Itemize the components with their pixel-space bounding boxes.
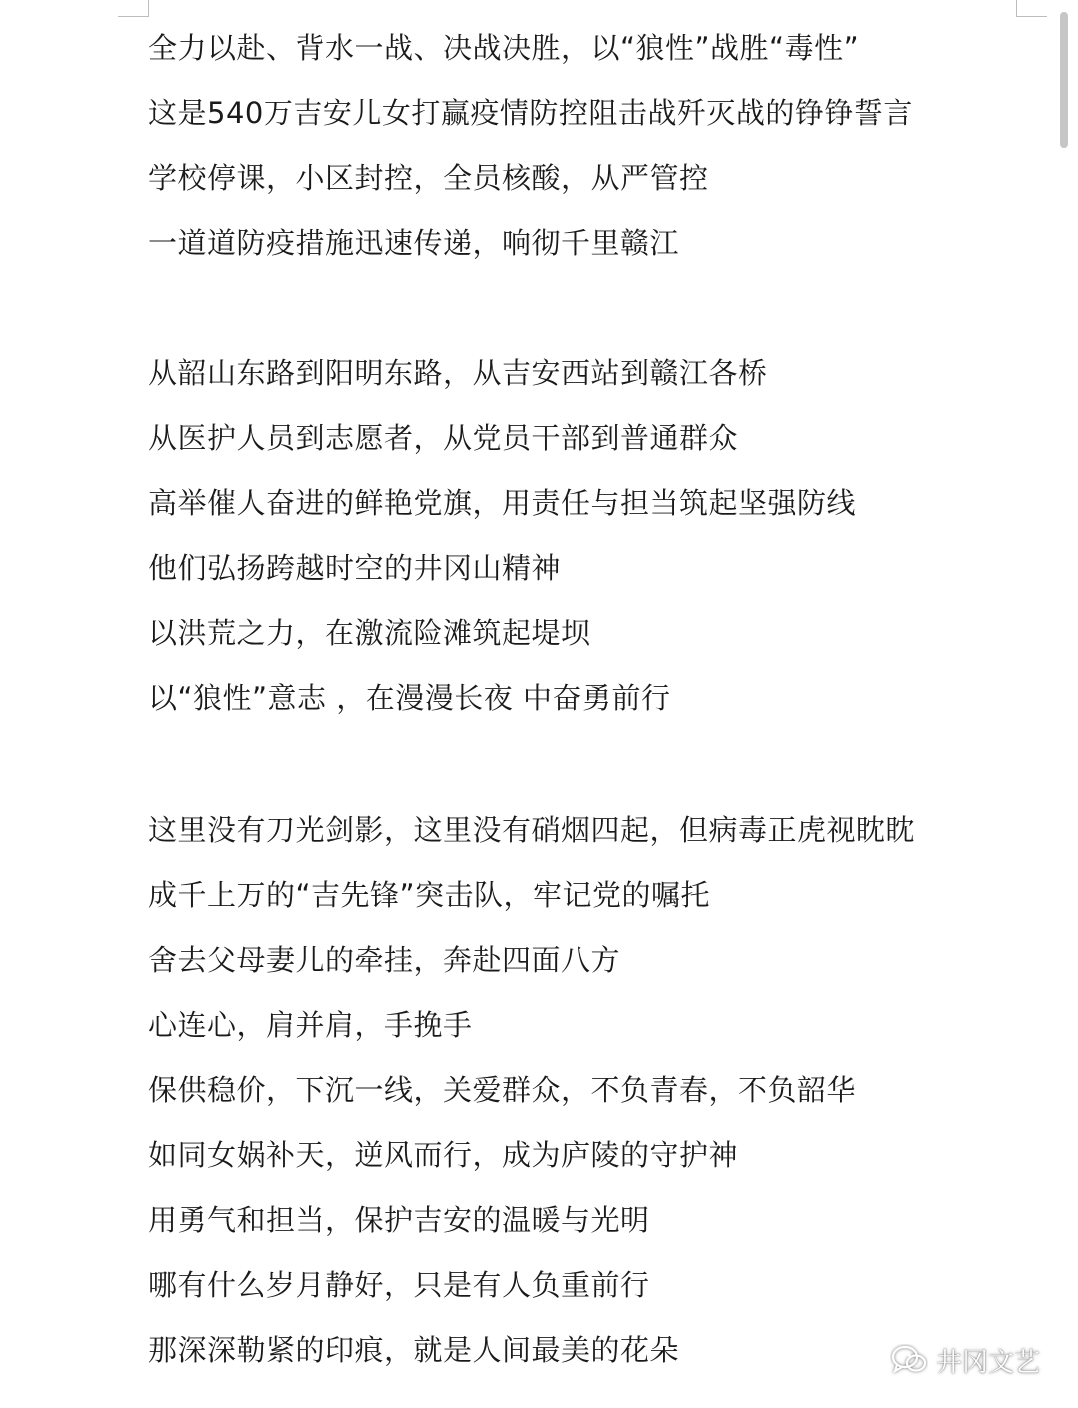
text-line: 如同女娲补天，逆风而行，成为庐陵的守护神 xyxy=(148,1138,739,1172)
text-line: 成千上万的“吉先锋”突击队，牢记党的嘱托 xyxy=(148,878,711,912)
text-line: 哪有什么岁月静好，只是有人负重前行 xyxy=(148,1268,650,1302)
text-line: 学校停课，小区封控，全员核酸，从严管控 xyxy=(148,161,709,195)
text-line: 保供稳价，下沉一线，关爱群众，不负青春，不负韶华 xyxy=(148,1073,857,1107)
text-line: 高举催人奋进的鲜艳党旗，用责任与担当筑起坚强防线 xyxy=(148,486,857,520)
text-line: 以“狼性”意志 ，在漫漫长夜 中奋勇前行 xyxy=(148,681,671,715)
text-line: 那深深勒紧的印痕，就是人间最美的花朵 xyxy=(148,1333,680,1367)
scrollbar-thumb[interactable] xyxy=(1060,12,1068,148)
margin-corner-right xyxy=(1016,0,1047,17)
text-line: 这是540万吉安儿女打赢疫情防控阻击战歼灭战的铮铮誓言 xyxy=(148,96,913,130)
margin-corner-left xyxy=(118,0,149,17)
text-line: 舍去父母妻儿的牵挂，奔赴四面八方 xyxy=(148,943,621,977)
text-line: 从韶山东路到阳明东路，从吉安西站到赣江各桥 xyxy=(148,356,768,390)
text-line: 用勇气和担当，保护吉安的温暖与光明 xyxy=(148,1203,650,1237)
text-line: 心连心，肩并肩，手挽手 xyxy=(148,1008,473,1042)
text-line: 从医护人员到志愿者，从党员干部到普通群众 xyxy=(148,421,739,455)
text-line: 这里没有刀光剑影，这里没有硝烟四起，但病毒正虎视眈眈 xyxy=(148,813,916,847)
vertical-scrollbar[interactable] xyxy=(1058,0,1072,1408)
wechat-icon xyxy=(890,1344,928,1376)
text-line: 全力以赴、背水一战、决战决胜，以“狼性”战胜“毒性” xyxy=(148,31,860,65)
watermark-text: 井冈文艺 xyxy=(936,1347,1041,1378)
text-line: 以洪荒之力，在激流险滩筑起堤坝 xyxy=(148,616,591,650)
watermark xyxy=(890,1340,1040,1380)
text-line: 他们弘扬跨越时空的井冈山精神 xyxy=(148,551,562,585)
text-line: 一道道防疫措施迅速传递，响彻千里赣江 xyxy=(148,226,680,260)
